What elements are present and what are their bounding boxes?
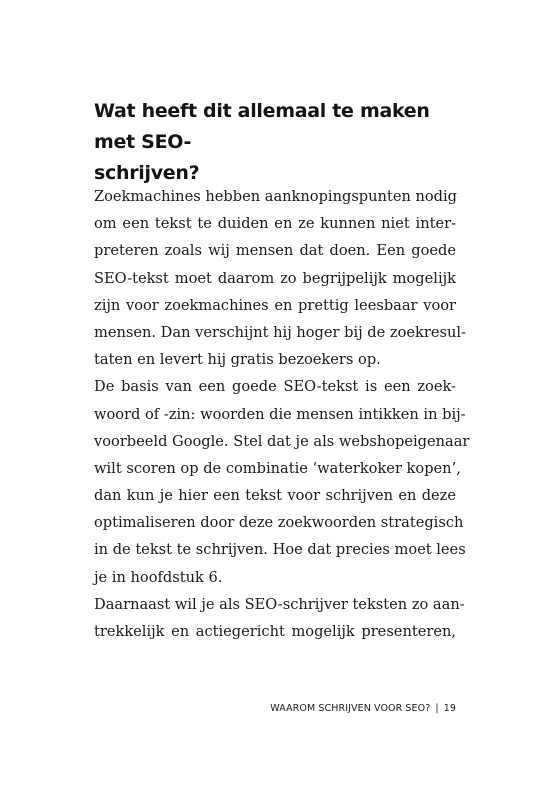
text-line: om een tekst te duiden en ze kunnen niet inter-	[94, 215, 456, 233]
running-head: WAAROM SCHRIJVEN VOOR SEO?	[270, 703, 431, 714]
text-line: zijn voor zoekmachines en prettig leesbaar voor	[94, 296, 456, 314]
text-line: woord of -zin: woorden die mensen intikken in bij-	[94, 405, 466, 423]
text-line: in de tekst te schrijven. Hoe dat precies moet lees	[94, 541, 466, 559]
text-line: voorbeeld Google. Stel dat je als webshopeigenaar	[94, 432, 470, 450]
text-line: preteren zoals wij mensen dat doen. Een goede	[94, 242, 456, 260]
text-line: mensen. Dan verschijnt hij hoger bij de zoekresul-	[94, 323, 466, 341]
section-heading-line-2: schrijven?	[94, 162, 200, 184]
text-line: Zoekmachines hebben aanknopingspunten nodig	[94, 188, 458, 205]
paragraph-3	[94, 591, 465, 645]
text-line: taten en levert hij gratis bezoekers op.	[94, 351, 381, 369]
text-line: De basis van een goede SEO-tekst is een zoek-	[94, 378, 456, 396]
text-line: SEO-tekst moet daarom zo begrijpelijk mogelijk	[94, 269, 456, 287]
text-line: Daarnaast wil je als SEO-schrijver teksten zo aan-	[94, 595, 465, 613]
paragraph-1	[94, 183, 466, 373]
section-heading-line-1: Wat heeft dit allemaal te maken met SEO-	[94, 100, 430, 153]
section-heading	[94, 96, 474, 189]
paragraph-2	[94, 373, 470, 591]
page-footer	[270, 703, 456, 714]
text-line: trekkelijk en actiegericht mogelijk presenteren,	[94, 623, 456, 640]
body-text	[94, 183, 470, 645]
text-line: wilt scoren op de combinatie ‘waterkoker kopen’,	[94, 459, 461, 477]
text-line: je in hoofdstuk 6.	[94, 568, 223, 586]
text-line: optimaliseren door deze zoekwoorden strategisch	[94, 514, 464, 532]
page-number: 19	[443, 703, 456, 714]
text-line: dan kun je hier een tekst voor schrijven en deze	[94, 487, 456, 505]
footer-separator: |	[435, 703, 439, 714]
